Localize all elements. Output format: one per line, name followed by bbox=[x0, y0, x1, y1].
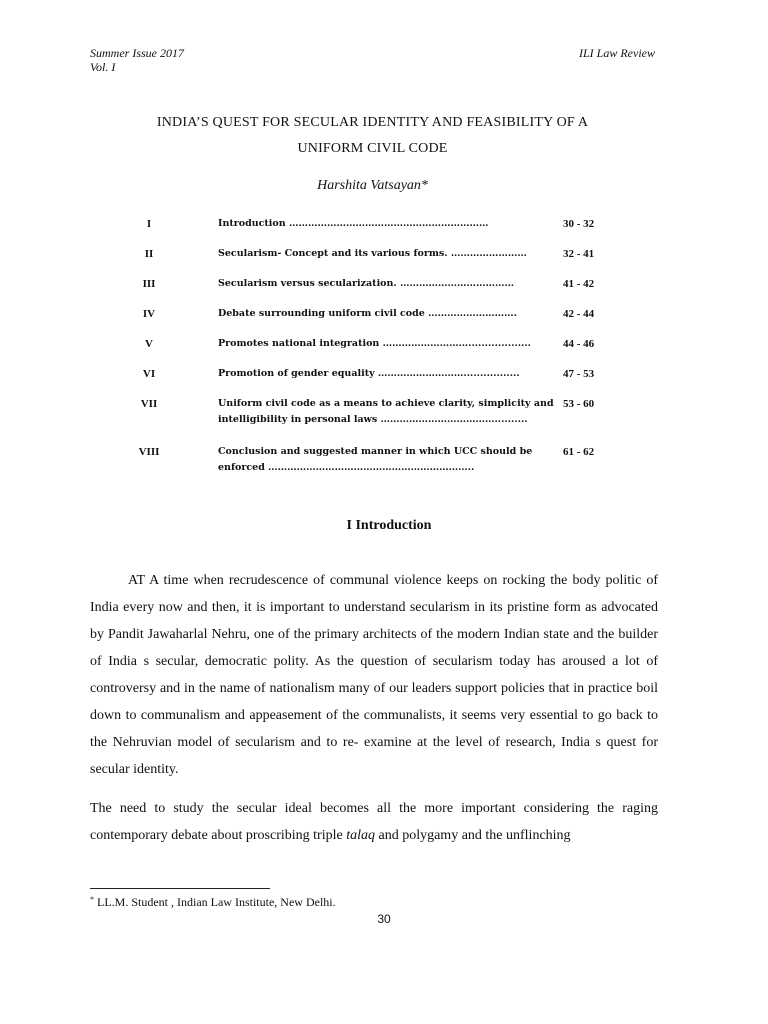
footnote-text: LL.M. Student , Indian Law Institute, New Delhi. bbox=[97, 895, 336, 909]
italic-term: talaq bbox=[346, 828, 375, 843]
toc-pages: 41 - 42 bbox=[563, 278, 595, 290]
toc-title: Conclusion and suggested manner in which UCC should be enforced ……………………………………………………….. bbox=[218, 446, 533, 473]
running-header-left bbox=[90, 46, 184, 74]
toc-pages: 30 - 32 bbox=[563, 218, 595, 230]
toc-title: Secularism- Concept and its various forms. …………………… bbox=[218, 248, 527, 259]
toc-number: VI bbox=[142, 368, 156, 380]
toc-pages: 53 - 60 bbox=[563, 398, 595, 410]
page-number: 30 bbox=[377, 912, 391, 926]
footnote bbox=[90, 895, 336, 910]
toc-pages: 44 - 46 bbox=[563, 338, 595, 350]
issue-label: Summer Issue 2017 bbox=[90, 46, 184, 60]
author-name: Harshita Vatsayan* bbox=[317, 178, 428, 193]
toc-title: Debate surrounding uniform civil code ………………………. bbox=[218, 308, 517, 319]
paragraph-text: and polygamy and the unflinching bbox=[374, 828, 571, 843]
paragraph-text: The need to study the secular ideal becomes all the more important considering the raging contemporary debate about proscribing triple bbox=[90, 801, 658, 843]
toc-number: IV bbox=[142, 308, 156, 320]
journal-name: ILI Law Review bbox=[579, 46, 655, 60]
toc-title: Promotes national integration ………………………................... bbox=[218, 338, 531, 349]
toc-number: VIII bbox=[138, 446, 160, 458]
toc-pages: 42 - 44 bbox=[563, 308, 595, 320]
toc-pages: 47 - 53 bbox=[563, 368, 595, 380]
body-paragraph-1: AT A time when recrudescence of communal violence keeps on rocking the body politic of India every now and then, it is important to understand secularism in its pristine form as advocated by Pandit Jawaharlal Nehru, one of the primary architects of the modern Indian state and the builder of India s secular, democratic polity. As the question of secularism today has aroused a lot of controversy and in the name of nationalism many of our leaders support policies that in practice boil down to communalism and appeasement of the communalists, it seems very essential to go back to the Nehruvian model of secularism and to re- examine at the level of research, India s quest for secular identity. bbox=[90, 573, 658, 777]
section-heading: I Introduction bbox=[346, 518, 432, 533]
article-title bbox=[90, 110, 655, 162]
toc-number: I bbox=[146, 218, 152, 230]
toc-pages: 32 - 41 bbox=[563, 248, 595, 260]
toc-number: II bbox=[144, 248, 154, 260]
title-line-2: UNIFORM CIVIL CODE bbox=[297, 141, 448, 156]
toc-number: III bbox=[142, 278, 156, 290]
toc-title: Introduction ……………………………………………………… bbox=[218, 218, 489, 229]
toc-number: V bbox=[145, 338, 153, 350]
toc-title: Uniform civil code as a means to achieve clarity, simplicity and intelligibility in personal laws ……………………………….......... bbox=[218, 398, 554, 425]
toc-title: Promotion of gender equality ………………………................. bbox=[218, 368, 520, 379]
toc-number: VII bbox=[140, 398, 158, 410]
footnote-divider bbox=[90, 888, 270, 889]
toc-title: Secularism versus secularization. ……………………………… bbox=[218, 278, 515, 289]
footnote-marker: * bbox=[90, 895, 94, 904]
toc-pages: 61 - 62 bbox=[563, 446, 595, 458]
volume-label: Vol. I bbox=[90, 60, 116, 74]
body-paragraph-2 bbox=[90, 795, 658, 849]
title-line-1: INDIA’S QUEST FOR SECULAR IDENTITY AND FEASIBILITY OF A bbox=[156, 115, 589, 130]
